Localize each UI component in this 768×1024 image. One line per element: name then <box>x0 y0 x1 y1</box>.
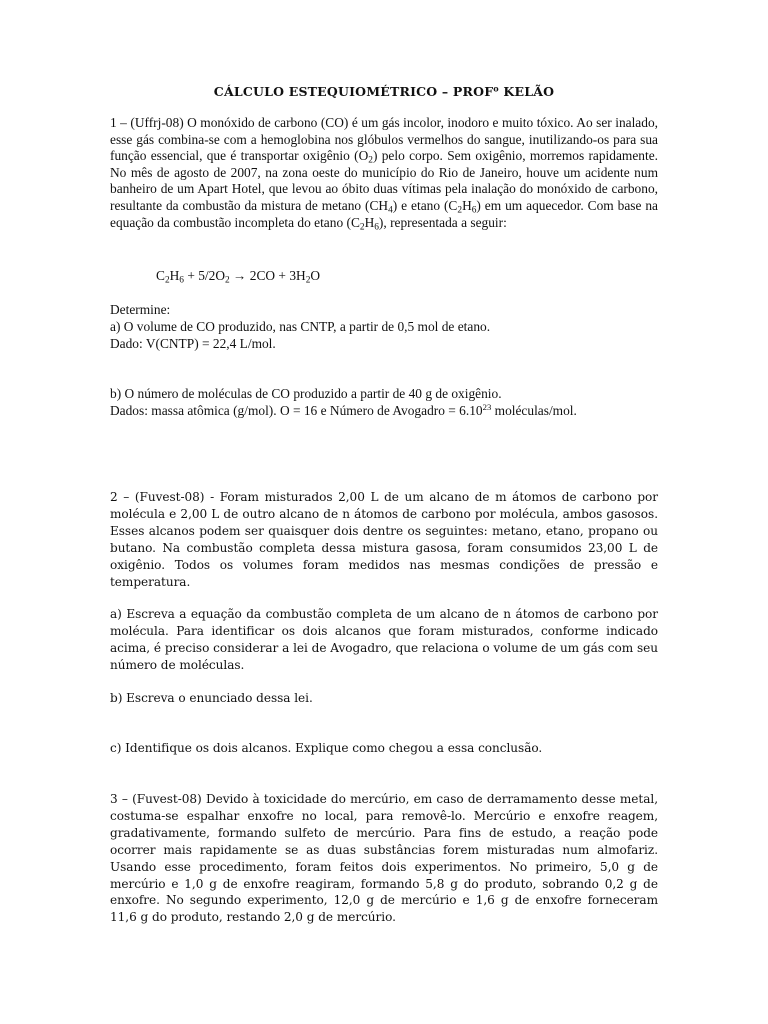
title-superscript: o <box>493 83 499 94</box>
q1-intro: 1 – (Uffrj-08) O monóxido de carbono (CO) é um gás incolor, inodoro e muito tóxico. Ao ser inalado, esse gás combina-se com a hemoglobina nos glóbulos vermelhos do sangue, inutilizando-os para sua função essencial, que é transportar oxigênio $(O_2)$ pelo corpo. Sem oxigênio, morremos rapidamente. No mês de agosto de 2007, na zona oeste do município do Rio de Janeiro, houve um acidente num banheiro de um Apart Hotel, que levou ao óbito duas vítimas pela inalação do monóxido de carbono, resultante da combustão da mistura de metano $(CH_4)$ e etano $(C_2H_6)$ em um aquecedor. Com base na equação da combustão incompleta do etano $(C_2H_6)$, representada a seguir: <box>110 115 658 232</box>
page-title <box>0 84 768 99</box>
q1-item-b: b) O número de moléculas de CO produzido a partir de 40 g de oxigênio. <box>110 386 502 401</box>
title-name: KELÃO <box>498 84 555 99</box>
title-text: CÁLCULO ESTEQUIOMÉTRICO – PROF <box>213 84 494 99</box>
q1-item-a-data: Dado: V(CNTP) = 22,4 L/mol. <box>110 336 276 351</box>
q3-intro: 3 – (Fuvest-08) Devido à toxicidade do mercúrio, em caso de derramamento desse metal, costuma-se espalhar enxofre no local, para removê-lo. Mercúrio e enxofre reagem, gradativamente, formando sulfeto de mercúrio. Para fins de estudo, a reação pode ocorrer mais rapidamente se as duas substâncias forem misturadas num almofariz. Usando esse procedimento, foram feitos dois experimentos. No primeiro, 5,0 g de mercúrio e 1,0 g de enxofre reagiram, formando 5,8 g do produto, sobrando 0,2 g de enxofre. No segundo experimento, 12,0 g de mercúrio e 1,6 g de enxofre forneceram 11,6 g do produto, restando 2,0 g de mercúrio. <box>110 792 658 925</box>
q1-item-b-data: Dados: massa atômica (g/mol). O = 16 e Número de Avogadro = $6.10^{23}$ moléculas/mol. <box>110 402 577 418</box>
q2-item-c: c) Identifique os dois alcanos. Explique como chegou a essa conclusão. <box>110 741 543 755</box>
q2-item-a: a) Escreva a equação da combustão completa de um alcano de n átomos de carbono por molécula. Para identificar os dois alcanos que foram misturados, conforme indicado acima, é preciso considerar a lei de Avogadro, que relaciona o volume de um gás com seu número de moléculas. <box>110 607 658 672</box>
q2-intro: 2 – (Fuvest-08) - Foram misturados 2,00 L de um alcano de m átomos de carbono por molécula e 2,00 L de outro alcano de n átomos de carbono por molécula, ambos gasosos. Esses alcanos podem ser quaisquer dois dentre os seguintes: metano, etano, propano ou butano. Na combustão completa dessa mistura gasosa, foram consumidos 23,00 L de oxigênio. Todos os volumes foram medidos nas mesmas condições de pressão e temperatura. <box>110 490 658 589</box>
q1-determine: Determine: <box>110 302 171 317</box>
q1-equation: $C_2H_6 + 5/2O_2 \to 2CO + 3H_2O$ <box>156 268 321 286</box>
q1-item-a: a) O volume de CO produzido, nas CNTP, a partir de 0,5 mol de etano. <box>110 319 491 334</box>
q2-item-b: b) Escreva o enunciado dessa lei. <box>110 691 313 705</box>
